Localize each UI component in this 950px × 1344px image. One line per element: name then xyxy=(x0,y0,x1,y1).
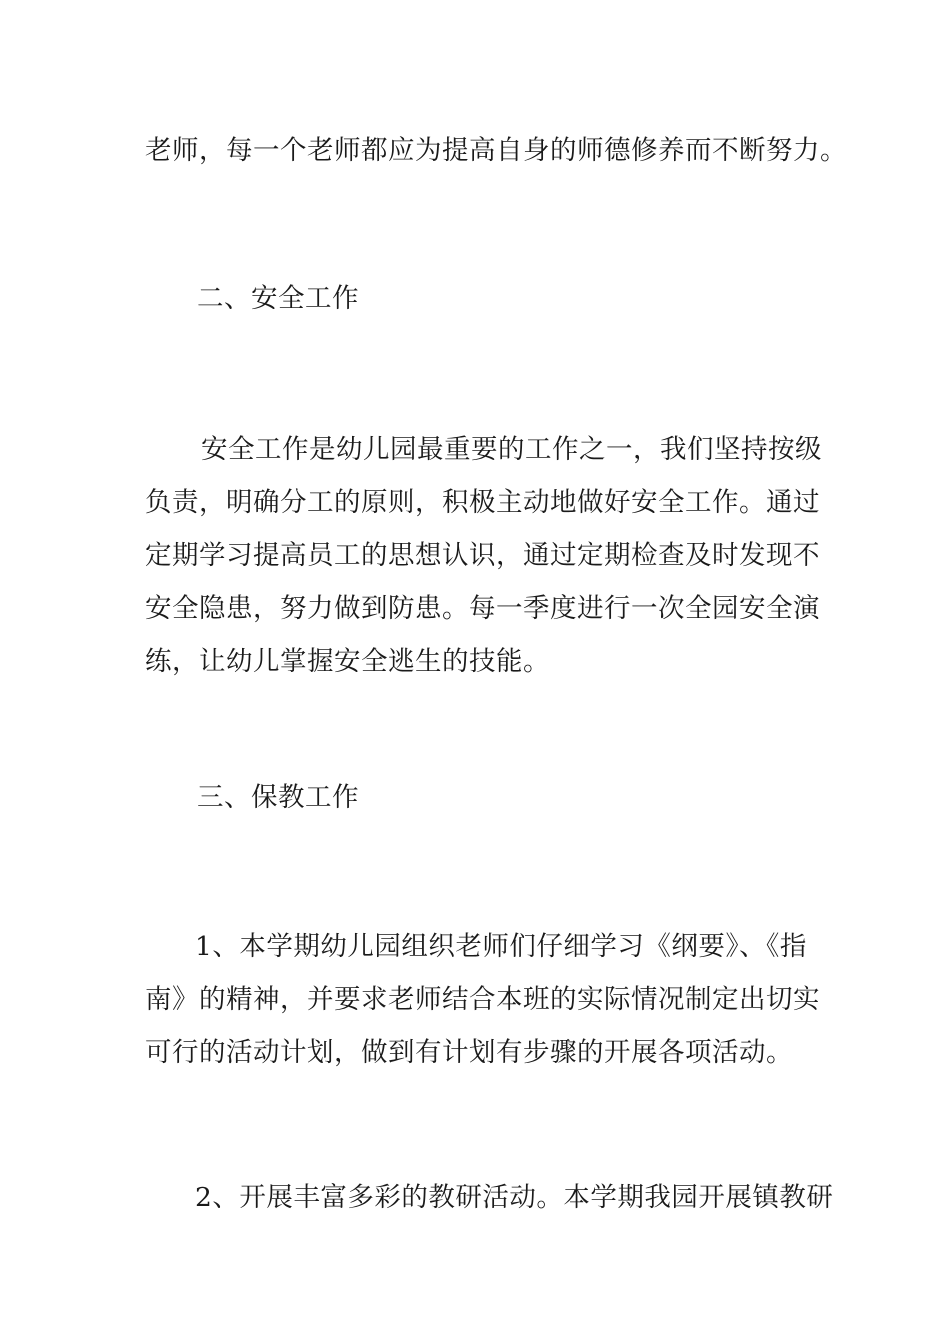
paragraph-line: 练，让幼儿掌握安全逃生的技能。 xyxy=(145,646,550,677)
section-heading-safety: 二、安全工作 xyxy=(197,283,359,314)
paragraph-item-2 xyxy=(145,1171,834,1224)
paragraph-line: 2、开展丰富多彩的教研活动。本学期我园开展镇教研 xyxy=(195,1182,834,1213)
paragraph-line: 定期学习提高员工的思想认识，通过定期检查及时发现不 xyxy=(145,540,820,571)
paragraph-continuation xyxy=(145,124,847,177)
paragraph-line: 安全隐患，努力做到防患。每一季度进行一次全园安全演 xyxy=(145,593,820,624)
paragraph-item-1 xyxy=(145,920,820,1079)
section-heading-care-education: 三、保教工作 xyxy=(197,782,359,813)
paragraph-line: 安全工作是幼儿园最重要的工作之一，我们坚持按级 xyxy=(201,434,822,465)
paragraph-safety xyxy=(145,423,822,688)
paragraph-line: 1、本学期幼儿园组织老师们仔细学习《纲要》、《指 xyxy=(195,931,807,962)
paragraph-line: 老师，每一个老师都应为提高自身的师德修养而不断努力。 xyxy=(145,135,847,166)
paragraph-line: 可行的活动计划，做到有计划有步骤的开展各项活动。 xyxy=(145,1037,793,1068)
paragraph-line: 负责，明确分工的原则，积极主动地做好安全工作。通过 xyxy=(145,487,820,518)
paragraph-line: 南》的精神，并要求老师结合本班的实际情况制定出切实 xyxy=(145,984,820,1015)
